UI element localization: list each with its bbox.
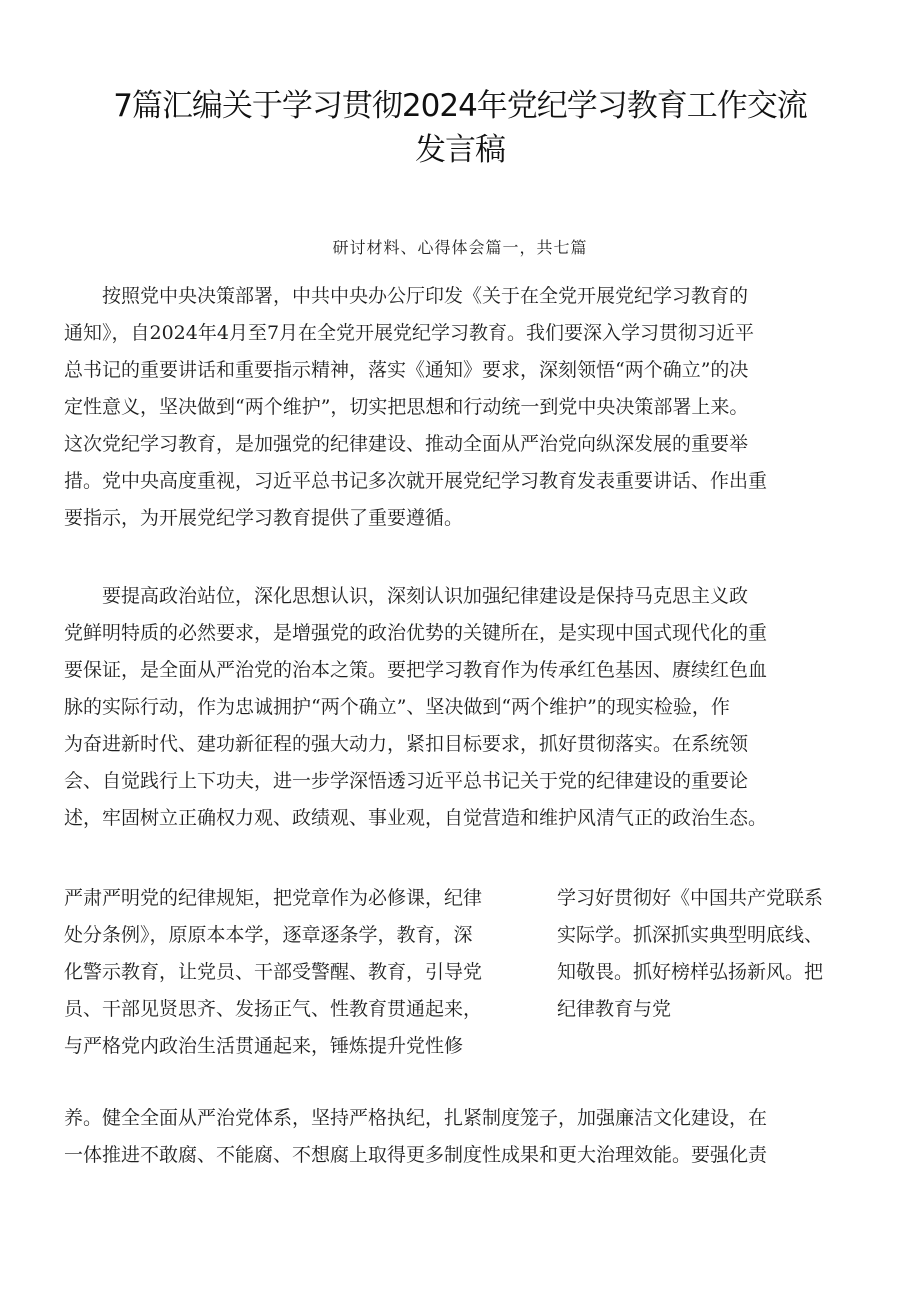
text-line: 会、自觉践行上下功夫，进一步学深悟透习近平总书记关于党的纪律建设的重要论 [64, 770, 749, 792]
text-line: 党鲜明特质的必然要求，是增强党的政治优势的关键所在，是实现中国式现代化的重 [64, 622, 768, 644]
paragraph-1 [64, 278, 864, 537]
title-line-1: 7篇汇编关于学习贯彻2024年党纪学习教育工作交流 [113, 88, 807, 124]
text-line: 这次党纪学习教育，是加强党的纪律建设、推动全面从严治党向纵深发展的重要举 [64, 433, 749, 455]
text-line: 要提高政治站位，深化思想认识，深刻认识加强纪律建设是保持马克思主义政 [64, 585, 749, 607]
title-line-2: 发言稿 [415, 132, 505, 168]
text-line: 按照党中央决策部署，中共中央办公厅印发《关于在全党开展党纪学习教育的 [64, 285, 749, 307]
paragraph-3 [64, 1100, 864, 1174]
text-line: 述，牢固树立正确权力观、政绩观、事业观，自觉营造和维护风清气正的政治生态。 [64, 807, 768, 829]
text-line: 处分条例》，原原本本学，逐章逐条学，教育，深 [64, 924, 473, 946]
text-line: 养。健全全面从严治党体系，坚持严格执纪，扎紧制度笼子，加强廉洁文化建设，在 [64, 1107, 768, 1129]
text-line: 要保证，是全面从严治党的治本之策。要把学习教育作为传承红色基因、赓续红色血 [64, 659, 768, 681]
text-line: 要指示，为开展党纪学习教育提供了重要遵循。 [64, 507, 464, 529]
text-line: 知敬畏。抓好榜样弘扬新风。把 [557, 961, 824, 983]
right-column-text [557, 880, 867, 1028]
text-line: 总书记的重要讲话和重要指示精神，落实《通知》要求，深刻领悟“两个确立”的决 [64, 359, 749, 381]
text-line: 纪律教育与党 [557, 998, 672, 1020]
left-column-text [64, 880, 544, 1065]
text-line: 学习好贯彻好《中国共产党联系 [557, 887, 824, 909]
text-line: 员、干部见贤思齐、发扬正气、性教育贯通起来， [64, 998, 483, 1020]
text-line: 措。党中央高度重视，习近平总书记多次就开展党纪学习教育发表重要讲话、作出重 [64, 470, 768, 492]
text-line: 为奋进新时代、建功新征程的强大动力，紧扣目标要求，抓好贯彻落实。在系统领 [64, 733, 749, 755]
text-line: 通知》，自2024年4月至7月在全党开展党纪学习教育。我们要深入学习贯彻习近平 [64, 322, 755, 344]
text-line: 实际学。抓深抓实典型明底线、 [557, 924, 824, 946]
document-title [110, 84, 810, 172]
text-line: 一体推进不敢腐、不能腐、不想腐上取得更多制度性成果和更大治理效能。要强化责 [64, 1144, 768, 1166]
text-line: 脉的实际行动，作为忠诚拥护“两个确立”、坚决做到“两个维护”的现实检验，作 [64, 696, 730, 718]
text-line: 化警示教育，让党员、干部受警醒、教育，引导党 [64, 961, 483, 983]
document-subtitle: 研讨材料、心得体会篇一，共七篇 [332, 238, 588, 257]
text-line: 严肃严明党的纪律规矩，把党章作为必修课，纪律 [64, 887, 483, 909]
text-line: 定性意义，坚决做到“两个维护”，切实把思想和行动统一到党中央决策部署上来。 [64, 396, 749, 418]
text-line: 与严格党内政治生活贯通起来，锤炼提升党性修 [64, 1035, 464, 1057]
paragraph-2 [64, 578, 864, 837]
